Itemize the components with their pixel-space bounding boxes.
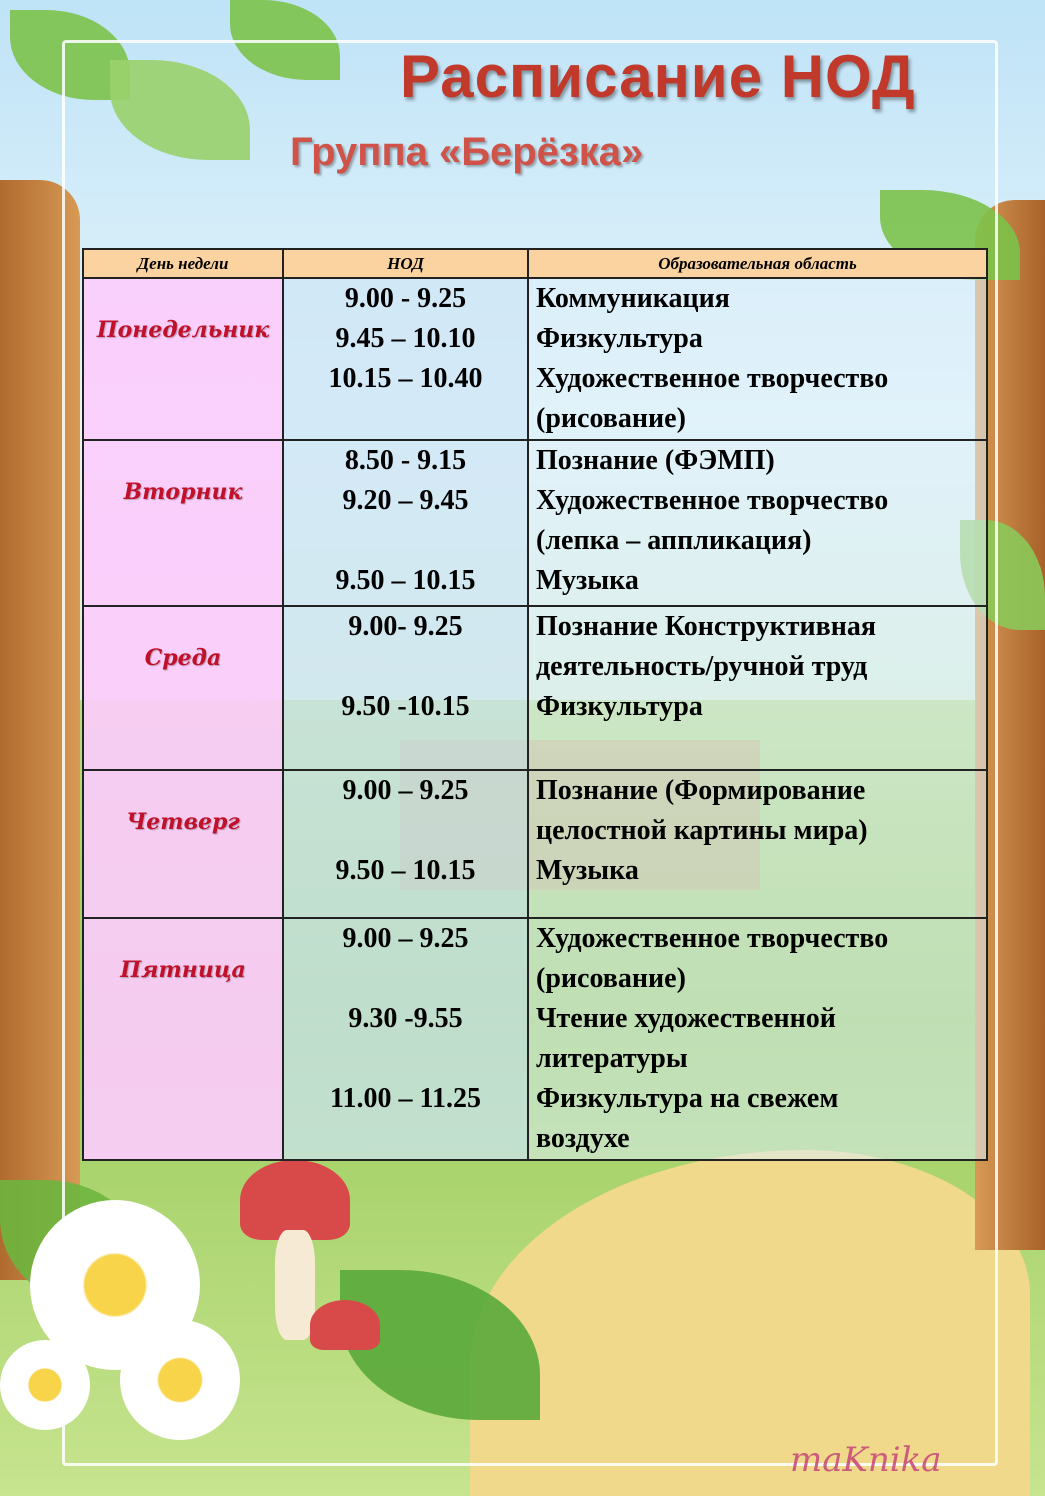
area-line: Познание (Формирование (536, 775, 866, 806)
table-row (83, 278, 987, 440)
area-line: Физкультура (536, 323, 703, 354)
time-slot: 9.00 – 9.25 (342, 923, 469, 954)
group-subtitle: Группа «Берёзка» (290, 130, 644, 174)
area-line: Музыка (536, 855, 639, 886)
time-slot: 9.50 – 10.15 (335, 855, 476, 886)
area-line: (рисование) (536, 963, 686, 994)
area-line: Художественное творчество (536, 923, 889, 954)
day-cell (83, 606, 283, 770)
area-line: целостной картины мира) (536, 815, 868, 846)
area-line: литературы (536, 1043, 688, 1074)
table-row (83, 606, 987, 770)
area-line: Познание (ФЭМП) (536, 445, 775, 476)
day-label: Среда (144, 645, 222, 671)
area-line: Физкультура (536, 691, 703, 722)
day-label: Вторник (123, 479, 243, 505)
column-header-nod: НОД (283, 249, 528, 278)
page-title: Расписание НОД (400, 43, 916, 110)
schedule-table (82, 248, 988, 1161)
area-line: деятельность/ручной труд (536, 651, 868, 682)
time-slot: 9.20 – 9.45 (342, 485, 469, 516)
day-label: Четверг (126, 809, 240, 835)
area-line: Познание Конструктивная (536, 611, 877, 642)
table-row (83, 918, 987, 1160)
area-cell (528, 918, 987, 1160)
day-cell (83, 278, 283, 440)
time-slot: 8.50 - 9.15 (344, 445, 467, 476)
time-slot: 11.00 – 11.25 (330, 1083, 481, 1114)
time-slot: 9.45 – 10.10 (335, 323, 476, 354)
time-slot: 9.00 - 9.25 (344, 283, 467, 314)
day-cell (83, 918, 283, 1160)
area-line: Коммуникация (536, 283, 730, 314)
area-cell (528, 606, 987, 770)
day-label: Понедельник (96, 317, 270, 343)
area-line: Чтение художественной (536, 1003, 836, 1034)
area-line: (лепка – аппликация) (536, 525, 812, 556)
day-cell (83, 440, 283, 606)
day-label: Пятница (120, 957, 246, 983)
time-slot: 10.15 – 10.40 (328, 363, 483, 394)
area-line: Музыка (536, 565, 639, 596)
area-line: Художественное творчество (536, 363, 889, 394)
area-line: Физкультура на свежем (536, 1083, 839, 1114)
time-slot: 9.00- 9.25 (348, 611, 463, 642)
area-line: воздухе (536, 1123, 630, 1154)
time-slot: 9.00 – 9.25 (342, 775, 469, 806)
times-cell (283, 606, 528, 770)
time-slot: 9.50 -10.15 (341, 691, 470, 722)
times-cell (283, 918, 528, 1160)
watermark-signature: maKnika (790, 1440, 942, 1480)
time-slot: 9.30 -9.55 (348, 1003, 463, 1034)
times-cell (283, 278, 528, 440)
area-line: Художественное творчество (536, 485, 889, 516)
table-header-row (83, 249, 987, 278)
times-cell (283, 770, 528, 918)
area-cell (528, 770, 987, 918)
area-line: (рисование) (536, 403, 686, 434)
table-row (83, 770, 987, 918)
column-header-area: Образовательная область (528, 249, 987, 278)
time-slot: 9.50 – 10.15 (335, 565, 476, 596)
day-cell (83, 770, 283, 918)
area-cell (528, 278, 987, 440)
times-cell (283, 440, 528, 606)
column-header-day: День недели (83, 249, 283, 278)
table-row (83, 440, 987, 606)
area-cell (528, 440, 987, 606)
